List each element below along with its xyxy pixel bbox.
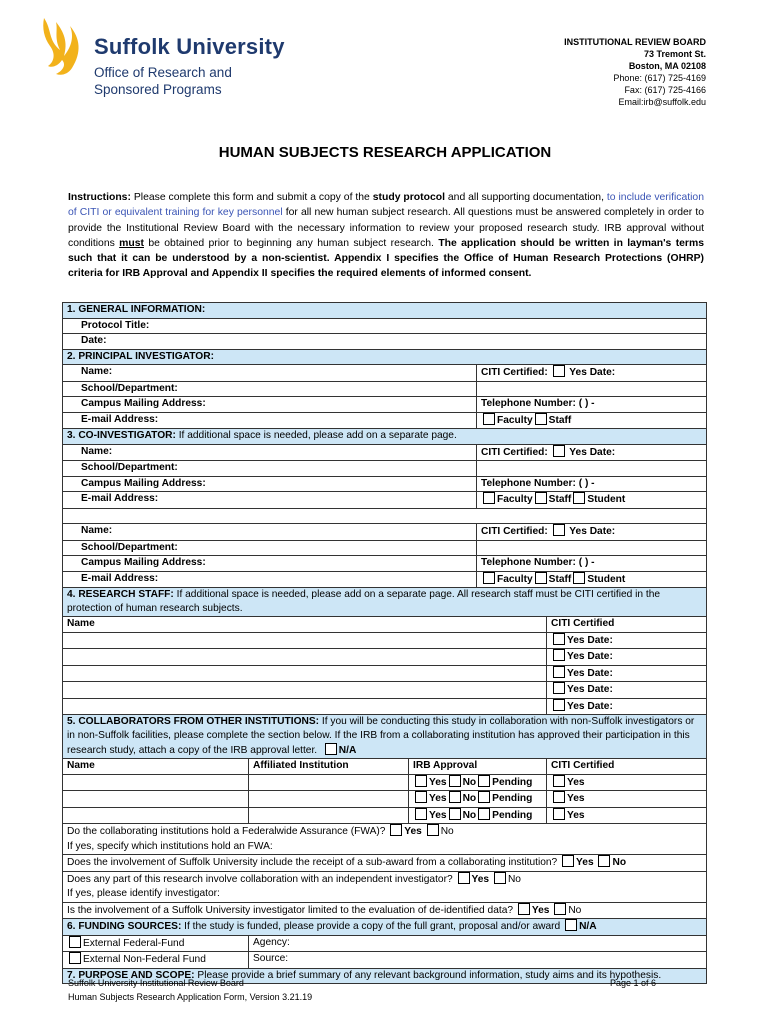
staff-checkbox[interactable] <box>535 492 547 504</box>
yes-date-label: Yes Date: <box>569 367 616 378</box>
collab-inst-cell[interactable] <box>249 791 409 808</box>
footer-left <box>68 976 312 1004</box>
faculty-label: Faculty <box>497 414 533 426</box>
collab-institution-header: Affiliated Institution <box>249 759 409 775</box>
section-7-note: Please provide a brief summary of any relevant background information, study aims and its hypothesis. <box>194 969 662 981</box>
no-label: No <box>462 776 477 788</box>
irb-street: 73 Tremont St. <box>643 49 706 59</box>
section-4-title: 4. RESEARCH STAFF: <box>67 589 174 600</box>
citi-yes-checkbox[interactable] <box>553 808 565 820</box>
section-1-heading: 1. GENERAL INFORMATION: <box>63 303 707 319</box>
yes-label: Yes <box>567 793 585 804</box>
pi-school-field[interactable]: School/Department: <box>63 381 477 397</box>
citi-yes-checkbox[interactable] <box>553 524 565 536</box>
coi-telephone-field[interactable]: Telephone Number: ( ) - <box>477 476 707 492</box>
irb-yes-checkbox[interactable] <box>415 808 427 820</box>
section-4-note: If additional space is needed, please add on a separate page. All research staff must be CITI certified in the protection of human research subjects. <box>67 589 661 614</box>
coi-name-field[interactable]: Name: <box>63 444 477 461</box>
blank-cell <box>477 381 707 397</box>
footer-irb-line: Suffolk University Institutional Review Board <box>68 978 244 988</box>
section-4-heading <box>63 588 707 617</box>
must-text: must <box>119 237 144 249</box>
coi2-role-options <box>477 571 707 588</box>
pi-campus-address-field[interactable]: Campus Mailing Address: <box>63 397 477 413</box>
fwa-yes-checkbox[interactable] <box>390 824 402 836</box>
blank-cell <box>477 461 707 477</box>
coi-email-field[interactable]: E-mail Address: <box>63 492 477 509</box>
staff-citi-cell <box>547 698 707 715</box>
footer-version-line: Human Subjects Research Application Form, Version 3.21.19 <box>68 992 313 1002</box>
na-label: N/A <box>579 921 597 932</box>
na-checkbox[interactable] <box>325 743 337 755</box>
yes-date-label: Yes Date: <box>567 651 613 662</box>
irb-phone: Phone: (617) 725-4169 <box>613 73 706 83</box>
collab-name-cell[interactable] <box>63 807 249 824</box>
collab-inst-cell[interactable] <box>249 807 409 824</box>
yes-date-label: Yes Date: <box>567 634 613 646</box>
yes-label: Yes <box>429 809 447 821</box>
citi-yes-checkbox[interactable] <box>553 791 565 803</box>
faculty-checkbox[interactable] <box>483 492 495 504</box>
yes-date-label: Yes Date: <box>569 446 616 458</box>
pending-label: Pending <box>492 793 533 804</box>
external-federal-option <box>63 935 249 952</box>
citi-yes-checkbox[interactable] <box>553 666 565 678</box>
irb-no-checkbox[interactable] <box>449 808 461 820</box>
citi-yes-checkbox[interactable] <box>553 445 565 457</box>
staff-name-header: Name <box>63 617 547 633</box>
no-label: No <box>612 857 627 868</box>
student-label: Student <box>587 494 626 505</box>
section-2-heading: 2. PRINCIPAL INVESTIGATOR: <box>63 349 707 365</box>
subaward-question <box>63 855 707 872</box>
staff-name-cell[interactable] <box>63 682 547 699</box>
section-3-note: If additional space is needed, please add on a separate page. <box>175 430 457 441</box>
coi2-name-field[interactable]: Name: <box>63 524 477 541</box>
yes-label: Yes <box>531 904 550 916</box>
collab-citi-cell <box>547 774 707 791</box>
section-6-heading <box>63 919 707 936</box>
collab-inst-cell[interactable] <box>249 774 409 791</box>
faculty-label: Faculty <box>497 494 533 505</box>
external-nonfederal-checkbox[interactable] <box>69 952 81 964</box>
staff-checkbox[interactable] <box>535 413 547 425</box>
citi-label: CITI Certified: <box>481 446 548 458</box>
student-label: Student <box>587 573 626 585</box>
yes-label: Yes <box>429 793 447 804</box>
yes-label: Yes <box>567 776 585 788</box>
deidentified-question <box>63 902 707 919</box>
staff-name-cell[interactable] <box>63 698 547 715</box>
irb-yes-checkbox[interactable] <box>415 775 427 787</box>
collab-irb-header: IRB Approval <box>409 759 547 775</box>
date-field[interactable]: Date: <box>63 334 707 350</box>
coi-campus-address-field[interactable]: Campus Mailing Address: <box>63 476 477 492</box>
yes-label: Yes <box>404 826 422 837</box>
citi-label: CITI Certified: <box>481 367 548 378</box>
agency-field[interactable]: Agency: <box>249 935 707 952</box>
irb-city: Boston, MA 02108 <box>628 61 706 71</box>
student-checkbox[interactable] <box>573 492 585 504</box>
pending-label: Pending <box>492 809 533 821</box>
irb-pending-checkbox[interactable] <box>478 791 490 803</box>
irb-address-block <box>564 36 706 108</box>
yes-label: Yes <box>429 776 447 788</box>
fwa-question <box>63 824 707 840</box>
section-5-title: 5. COLLABORATORS FROM OTHER INSTITUTIONS: <box>67 716 320 727</box>
spacer-row <box>63 508 707 524</box>
independent-no-checkbox[interactable] <box>494 872 506 884</box>
fwa-specify-field[interactable]: If yes, specify which institutions hold an FWA: <box>63 840 707 855</box>
coi-citi-certified <box>477 444 707 461</box>
yes-date-label: Yes Date: <box>567 684 613 695</box>
page-number: Page 1 of 6 <box>609 978 656 988</box>
staff-label: Staff <box>548 414 572 426</box>
staff-checkbox[interactable] <box>535 572 547 584</box>
instructions-label: Instructions: <box>68 192 131 203</box>
identify-investigator-field[interactable]: If yes, please identify investigator: <box>63 887 707 902</box>
collab-citi-cell <box>547 807 707 824</box>
irb-no-checkbox[interactable] <box>449 791 461 803</box>
collab-irb-cell <box>409 791 547 808</box>
no-label: No <box>507 873 521 885</box>
faculty-checkbox[interactable] <box>483 413 495 425</box>
coi2-citi-certified <box>477 524 707 541</box>
pi-email-field[interactable]: E-mail Address: <box>63 412 477 429</box>
citi-yes-checkbox[interactable] <box>553 699 565 711</box>
instructions-paragraph <box>68 190 704 282</box>
fwa-no-checkbox[interactable] <box>427 824 439 836</box>
pi-role-options <box>477 412 707 429</box>
instructions-text: be obtained prior to beginning any human subject research. <box>143 237 439 249</box>
external-federal-checkbox[interactable] <box>69 936 81 948</box>
independent-question-text: Does any part of this research involve collaboration with an independent investigator? <box>67 873 453 885</box>
irb-pending-checkbox[interactable] <box>478 775 490 787</box>
collab-irb-cell <box>409 774 547 791</box>
staff-name-cell[interactable] <box>63 649 547 666</box>
application-form-table <box>62 302 707 984</box>
irb-fax: Fax: (617) 725-4166 <box>624 85 706 95</box>
staff-citi-cell <box>547 682 707 699</box>
section-5-note: If you will be conducting this study in collaboration with non-Suffolk investigators or in non-Suffolk facilities, please complete the section below. If the IRB from a collaborating institution has approved their participation in this research study, attach a copy of the IRB approval letter. <box>67 716 695 756</box>
deidentified-yes-checkbox[interactable] <box>518 903 530 915</box>
yes-label: Yes <box>567 809 585 821</box>
no-label: No <box>462 793 477 804</box>
source-field[interactable]: Source: <box>249 952 707 969</box>
instructions-text: and all supporting documentation, <box>444 192 607 203</box>
na-label: N/A <box>338 745 357 756</box>
yes-label: Yes <box>576 857 594 868</box>
staff-label: Staff <box>548 494 572 505</box>
page-title: HUMAN SUBJECTS RESEARCH APPLICATION <box>218 144 552 161</box>
irb-board-name: INSTITUTIONAL REVIEW BOARD <box>564 37 706 47</box>
suffolk-logo-flame <box>38 16 88 78</box>
irb-email: Email:irb@suffolk.edu <box>618 97 706 107</box>
citi-yes-checkbox[interactable] <box>553 633 565 645</box>
citi-yes-checkbox[interactable] <box>553 649 565 661</box>
citi-label: CITI Certified: <box>481 526 548 537</box>
external-federal-label: External Federal-Fund <box>83 937 185 949</box>
protocol-title-field[interactable]: Protocol Title: <box>63 318 707 334</box>
section-7-title: 7. PURPOSE AND SCOPE: <box>67 969 195 981</box>
section-3-title: 3. CO-INVESTIGATOR: <box>67 430 176 441</box>
section-6-title: 6. FUNDING SOURCES: <box>67 921 182 932</box>
yes-date-label: Yes Date: <box>569 526 616 537</box>
laymans-terms-text: The application should be written in layman's terms such that it can be understood by a non-scientist. Appendix I specifies the Office of Human Research Protections (OHRP) criteria for IRB Approval and Appendix II specifies the required elements of informed consent. <box>68 237 704 280</box>
irb-pending-checkbox[interactable] <box>478 808 490 820</box>
coi-role-options <box>477 492 707 509</box>
section-5-heading <box>63 715 707 759</box>
instructions-text: for all new human subject research. All questions must be answered completely in order to provide the Institutional Review Board with the necessary information to review your proposed research study. IRB approval without conditions <box>68 207 704 249</box>
yes-label: Yes <box>471 873 490 885</box>
office-name <box>94 64 232 98</box>
no-label: No <box>462 809 477 821</box>
independent-question <box>63 871 707 887</box>
pi-telephone-field[interactable]: Telephone Number: ( ) - <box>477 397 707 413</box>
deidentified-question-text: Is the involvement of a Suffolk University investigator limited to the evaluation of de-identified data? <box>67 904 514 916</box>
instructions-text: Please complete this form and submit a copy of the <box>130 192 373 203</box>
coi2-campus-address-field[interactable]: Campus Mailing Address: <box>63 556 477 572</box>
blank-cell <box>477 540 707 556</box>
collab-name-cell[interactable] <box>63 774 249 791</box>
fwa-question-text: Do the collaborating institutions hold a Federalwide Assurance (FWA)? <box>67 826 386 837</box>
independent-yes-checkbox[interactable] <box>458 872 470 884</box>
office-line-2: Sponsored Programs <box>94 82 222 97</box>
external-nonfederal-label: External Non-Federal Fund <box>83 954 206 965</box>
study-protocol-text: study protocol <box>372 192 445 203</box>
faculty-label: Faculty <box>497 573 533 585</box>
student-checkbox[interactable] <box>573 572 585 584</box>
yes-date-label: Yes Date: <box>567 700 613 712</box>
coi2-telephone-field[interactable]: Telephone Number: ( ) - <box>477 556 707 572</box>
subaward-yes-checkbox[interactable] <box>562 855 574 867</box>
university-name: Suffolk University <box>94 34 285 59</box>
staff-label: Staff <box>548 573 572 585</box>
no-label: No <box>440 826 454 837</box>
section-6-note: If the study is funded, please provide a copy of the full grant, proposal and/or award <box>181 921 561 932</box>
staff-citi-cell <box>547 665 707 682</box>
coi-school-field[interactable]: School/Department: <box>63 461 477 477</box>
citi-yes-checkbox[interactable] <box>553 682 565 694</box>
staff-name-cell[interactable] <box>63 632 547 649</box>
pending-label: Pending <box>492 776 533 788</box>
citi-verification-text: to include verification of CITI or equivalent training for key personnel <box>68 192 704 219</box>
section-3-heading <box>63 429 707 445</box>
staff-citi-cell <box>547 632 707 649</box>
collab-name-header: Name <box>63 759 249 775</box>
collab-irb-cell <box>409 807 547 824</box>
yes-date-label: Yes Date: <box>567 667 613 679</box>
coi2-email-field[interactable]: E-mail Address: <box>63 571 477 588</box>
subaward-question-text: Does the involvement of Suffolk University include the receipt of a sub-award from a collaborating institution? <box>67 857 558 868</box>
coi2-school-field[interactable]: School/Department: <box>63 540 477 556</box>
collab-name-cell[interactable] <box>63 791 249 808</box>
pi-name-field[interactable]: Name: <box>63 365 477 382</box>
irb-yes-checkbox[interactable] <box>415 791 427 803</box>
staff-name-cell[interactable] <box>63 665 547 682</box>
external-nonfederal-option <box>63 952 249 969</box>
no-label: No <box>568 904 582 916</box>
staff-citi-cell <box>547 649 707 666</box>
citi-yes-checkbox[interactable] <box>553 775 565 787</box>
irb-no-checkbox[interactable] <box>449 775 461 787</box>
collab-citi-header: CITI Certified <box>547 759 707 775</box>
pi-citi-certified <box>477 365 707 382</box>
deidentified-no-checkbox[interactable] <box>554 903 566 915</box>
funding-na-checkbox[interactable] <box>565 919 577 931</box>
faculty-checkbox[interactable] <box>483 572 495 584</box>
staff-citi-header: CITI Certified <box>547 617 707 633</box>
subaward-no-checkbox[interactable] <box>598 855 610 867</box>
collab-citi-cell <box>547 791 707 808</box>
citi-yes-checkbox[interactable] <box>553 365 565 377</box>
office-line-1: Office of Research and <box>94 65 232 80</box>
